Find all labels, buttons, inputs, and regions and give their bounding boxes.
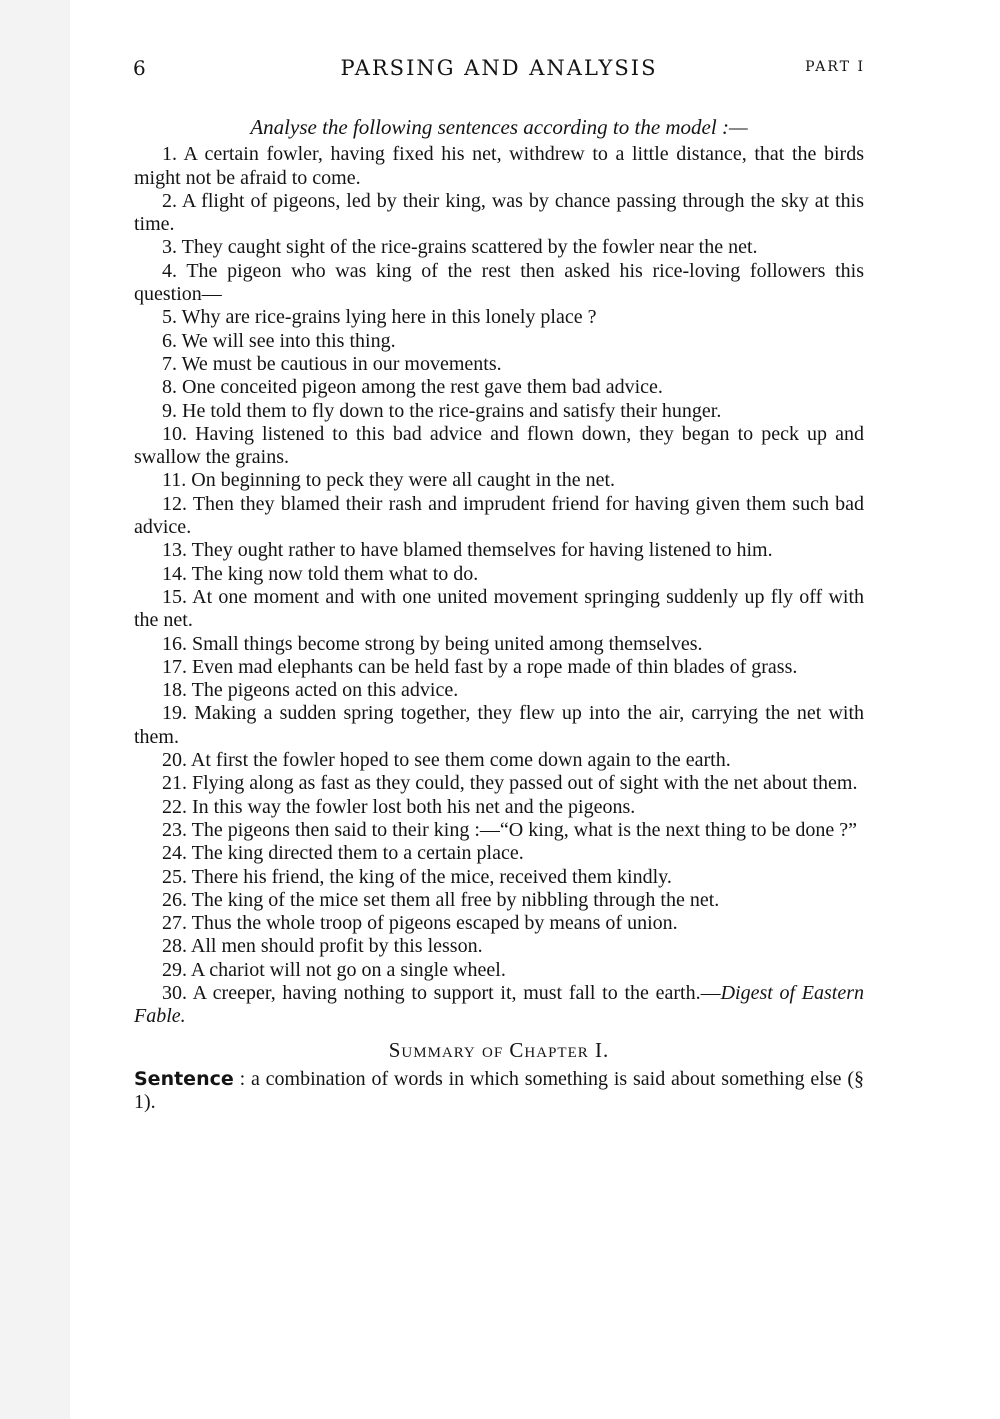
sentence-text: The pigeons acted on this advice.: [191, 679, 459, 702]
sentence-text: On beginning to peck they were all caught in the net.: [191, 469, 616, 492]
sentence-item: [134, 493, 864, 540]
sentence-text: The pigeon who was king of the rest then asked his rice-loving followers this question—: [134, 259, 865, 306]
sentence-number: 27.: [162, 912, 187, 935]
sentence-item: [134, 353, 864, 376]
sentence-item: [134, 539, 864, 562]
sentence-number: 20.: [162, 749, 187, 772]
sentence-text: At first the fowler hoped to see them come down again to the earth.: [190, 749, 731, 772]
sentence-number: 16.: [162, 632, 187, 655]
sentence-text: The king of the mice set them all free by nibbling through the net.: [191, 888, 720, 911]
sentence-number: 14.: [162, 562, 187, 585]
sentence-text: All men should profit by this lesson.: [190, 935, 483, 958]
summary-definition: [134, 1068, 864, 1115]
sentence-item: [134, 469, 864, 492]
sentence-item: [134, 959, 864, 982]
sentence-text: At one moment and with one united movement springing suddenly up fly off with the net.: [134, 585, 865, 632]
page-header: [133, 56, 865, 86]
sentence-text: They ought rather to have blamed themselves for having listened to him.: [191, 539, 773, 562]
sentence-number: 10.: [162, 422, 187, 445]
sentence-item: [134, 656, 864, 679]
sentence-item: [134, 190, 864, 237]
sentence-number: 24.: [162, 842, 187, 865]
sentence-item: [134, 796, 864, 819]
sentence-item: [134, 143, 864, 190]
page-number: 6: [133, 56, 146, 80]
sentence-text: There his friend, the king of the mice, received them kindly.: [191, 865, 672, 888]
sentence-item: [134, 400, 864, 423]
sentence-number: 22.: [162, 795, 187, 818]
sentence-text: We must be cautious in our movements.: [181, 352, 502, 375]
sentence-text: In this way the fowler lost both his net and the pigeons.: [192, 795, 636, 818]
sentence-number: 26.: [162, 888, 187, 911]
definition-text: : a combination of words in which something is said about something else (§ 1).: [134, 1067, 864, 1114]
sentence-number: 25.: [162, 865, 187, 888]
sentence-item: [134, 866, 864, 889]
sentence-text: One conceited pigeon among the rest gave them bad advice.: [182, 376, 663, 399]
sentence-item: [134, 772, 864, 795]
page-body: [134, 116, 864, 1114]
sentence-number: 2.: [162, 189, 177, 212]
sentence-item: [134, 586, 864, 633]
sentence-text: Even mad elephants can be held fast by a rope made of thin blades of grass.: [192, 655, 798, 678]
sentence-number: 19.: [162, 702, 187, 725]
sentence-number: 21.: [162, 772, 187, 795]
sentence-number: 1.: [162, 143, 177, 166]
sentence-text: The pigeons then said to their king :—“O king, what is the next thing to be done ?”: [191, 818, 858, 841]
definition-term: Sentence: [134, 1067, 234, 1090]
sentence-text: A certain fowler, having fixed his net, withdrew to a little distance, that the birds might not be afraid to come.: [134, 143, 864, 189]
sentence-text: He told them to fly down to the rice-grains and satisfy their hunger.: [182, 399, 722, 422]
sentence-item: [134, 749, 864, 772]
sentence-text: A flight of pigeons, led by their king, was by chance passing through the sky at this time.: [134, 189, 864, 236]
sentence-number: 15.: [162, 585, 187, 608]
sentence-number: 4.: [162, 259, 177, 282]
sentence-text: Why are rice-grains lying here in this lonely place ?: [181, 306, 597, 329]
sentence-item: [134, 423, 864, 470]
sentence-text: Making a sudden spring together, they flew up into the air, carrying the net with them.: [134, 702, 864, 748]
sentence-item: [134, 260, 864, 307]
sentence-text: Small things become strong by being united among themselves.: [192, 632, 703, 655]
sentence-item: [134, 702, 864, 749]
sentence-item: [134, 912, 864, 935]
summary-heading: Summary of Chapter I.: [388, 1037, 610, 1062]
sentence-number: 17.: [162, 655, 187, 678]
sentence-number: 7.: [162, 352, 177, 375]
sentence-number: 13.: [162, 539, 187, 562]
sentence-item: [134, 935, 864, 958]
sentence-item: [134, 633, 864, 656]
exercise-instruction: Analyse the following sentences according to the model :—: [250, 115, 748, 139]
sentence-text: The king directed them to a certain place.: [191, 842, 524, 865]
sentence-item: [134, 819, 864, 842]
sentence-item: [134, 330, 864, 353]
sentence-text: A creeper, having nothing to support it, must fall to the earth.—: [192, 981, 721, 1004]
sentence-number: 29.: [162, 958, 187, 981]
sentence-item: [134, 889, 864, 912]
sentence-number: 23.: [162, 818, 187, 841]
source-citation: Digest of Eastern Fable.: [134, 981, 864, 1028]
sentence-number: 18.: [162, 679, 187, 702]
sentence-item: [134, 376, 864, 399]
running-title: PARSING AND ANALYSIS: [340, 56, 658, 80]
part-label: PART I: [805, 59, 865, 75]
sentence-text: They caught sight of the rice-grains scattered by the fowler near the net.: [181, 236, 758, 259]
sentence-number: 6.: [162, 329, 177, 352]
sentence-item: [134, 563, 864, 586]
sentence-number: 30.: [162, 981, 187, 1004]
sentence-number: 5.: [162, 306, 177, 329]
sentence-item: [134, 982, 864, 1029]
sentence-number: 28.: [162, 935, 187, 958]
sentence-number: 11.: [162, 469, 187, 492]
sentence-text: A chariot will not go on a single wheel.: [190, 958, 506, 981]
sentence-text: The king now told them what to do.: [191, 562, 479, 585]
sentence-item: [134, 306, 864, 329]
sentence-number: 9.: [162, 399, 177, 422]
sentence-item: [134, 236, 864, 259]
sentence-text: Flying along as fast as they could, they passed out of sight with the net about them.: [192, 772, 858, 795]
sentence-text: Then they blamed their rash and imprudent friend for having given them such bad advice.: [134, 492, 865, 539]
sentence-text: We will see into this thing.: [181, 329, 396, 352]
sentence-item: [134, 679, 864, 702]
sentence-number: 3.: [162, 236, 177, 259]
scan-margin: [0, 0, 70, 1419]
sentence-text: Thus the whole troop of pigeons escaped by means of union.: [191, 912, 678, 935]
sentence-number: 12.: [162, 492, 187, 515]
sentence-text: Having listened to this bad advice and flown down, they began to peck up and swallow the grains.: [134, 422, 864, 469]
sentence-list: [134, 143, 864, 1028]
sentence-number: 8.: [162, 376, 177, 399]
sentence-item: [134, 842, 864, 865]
